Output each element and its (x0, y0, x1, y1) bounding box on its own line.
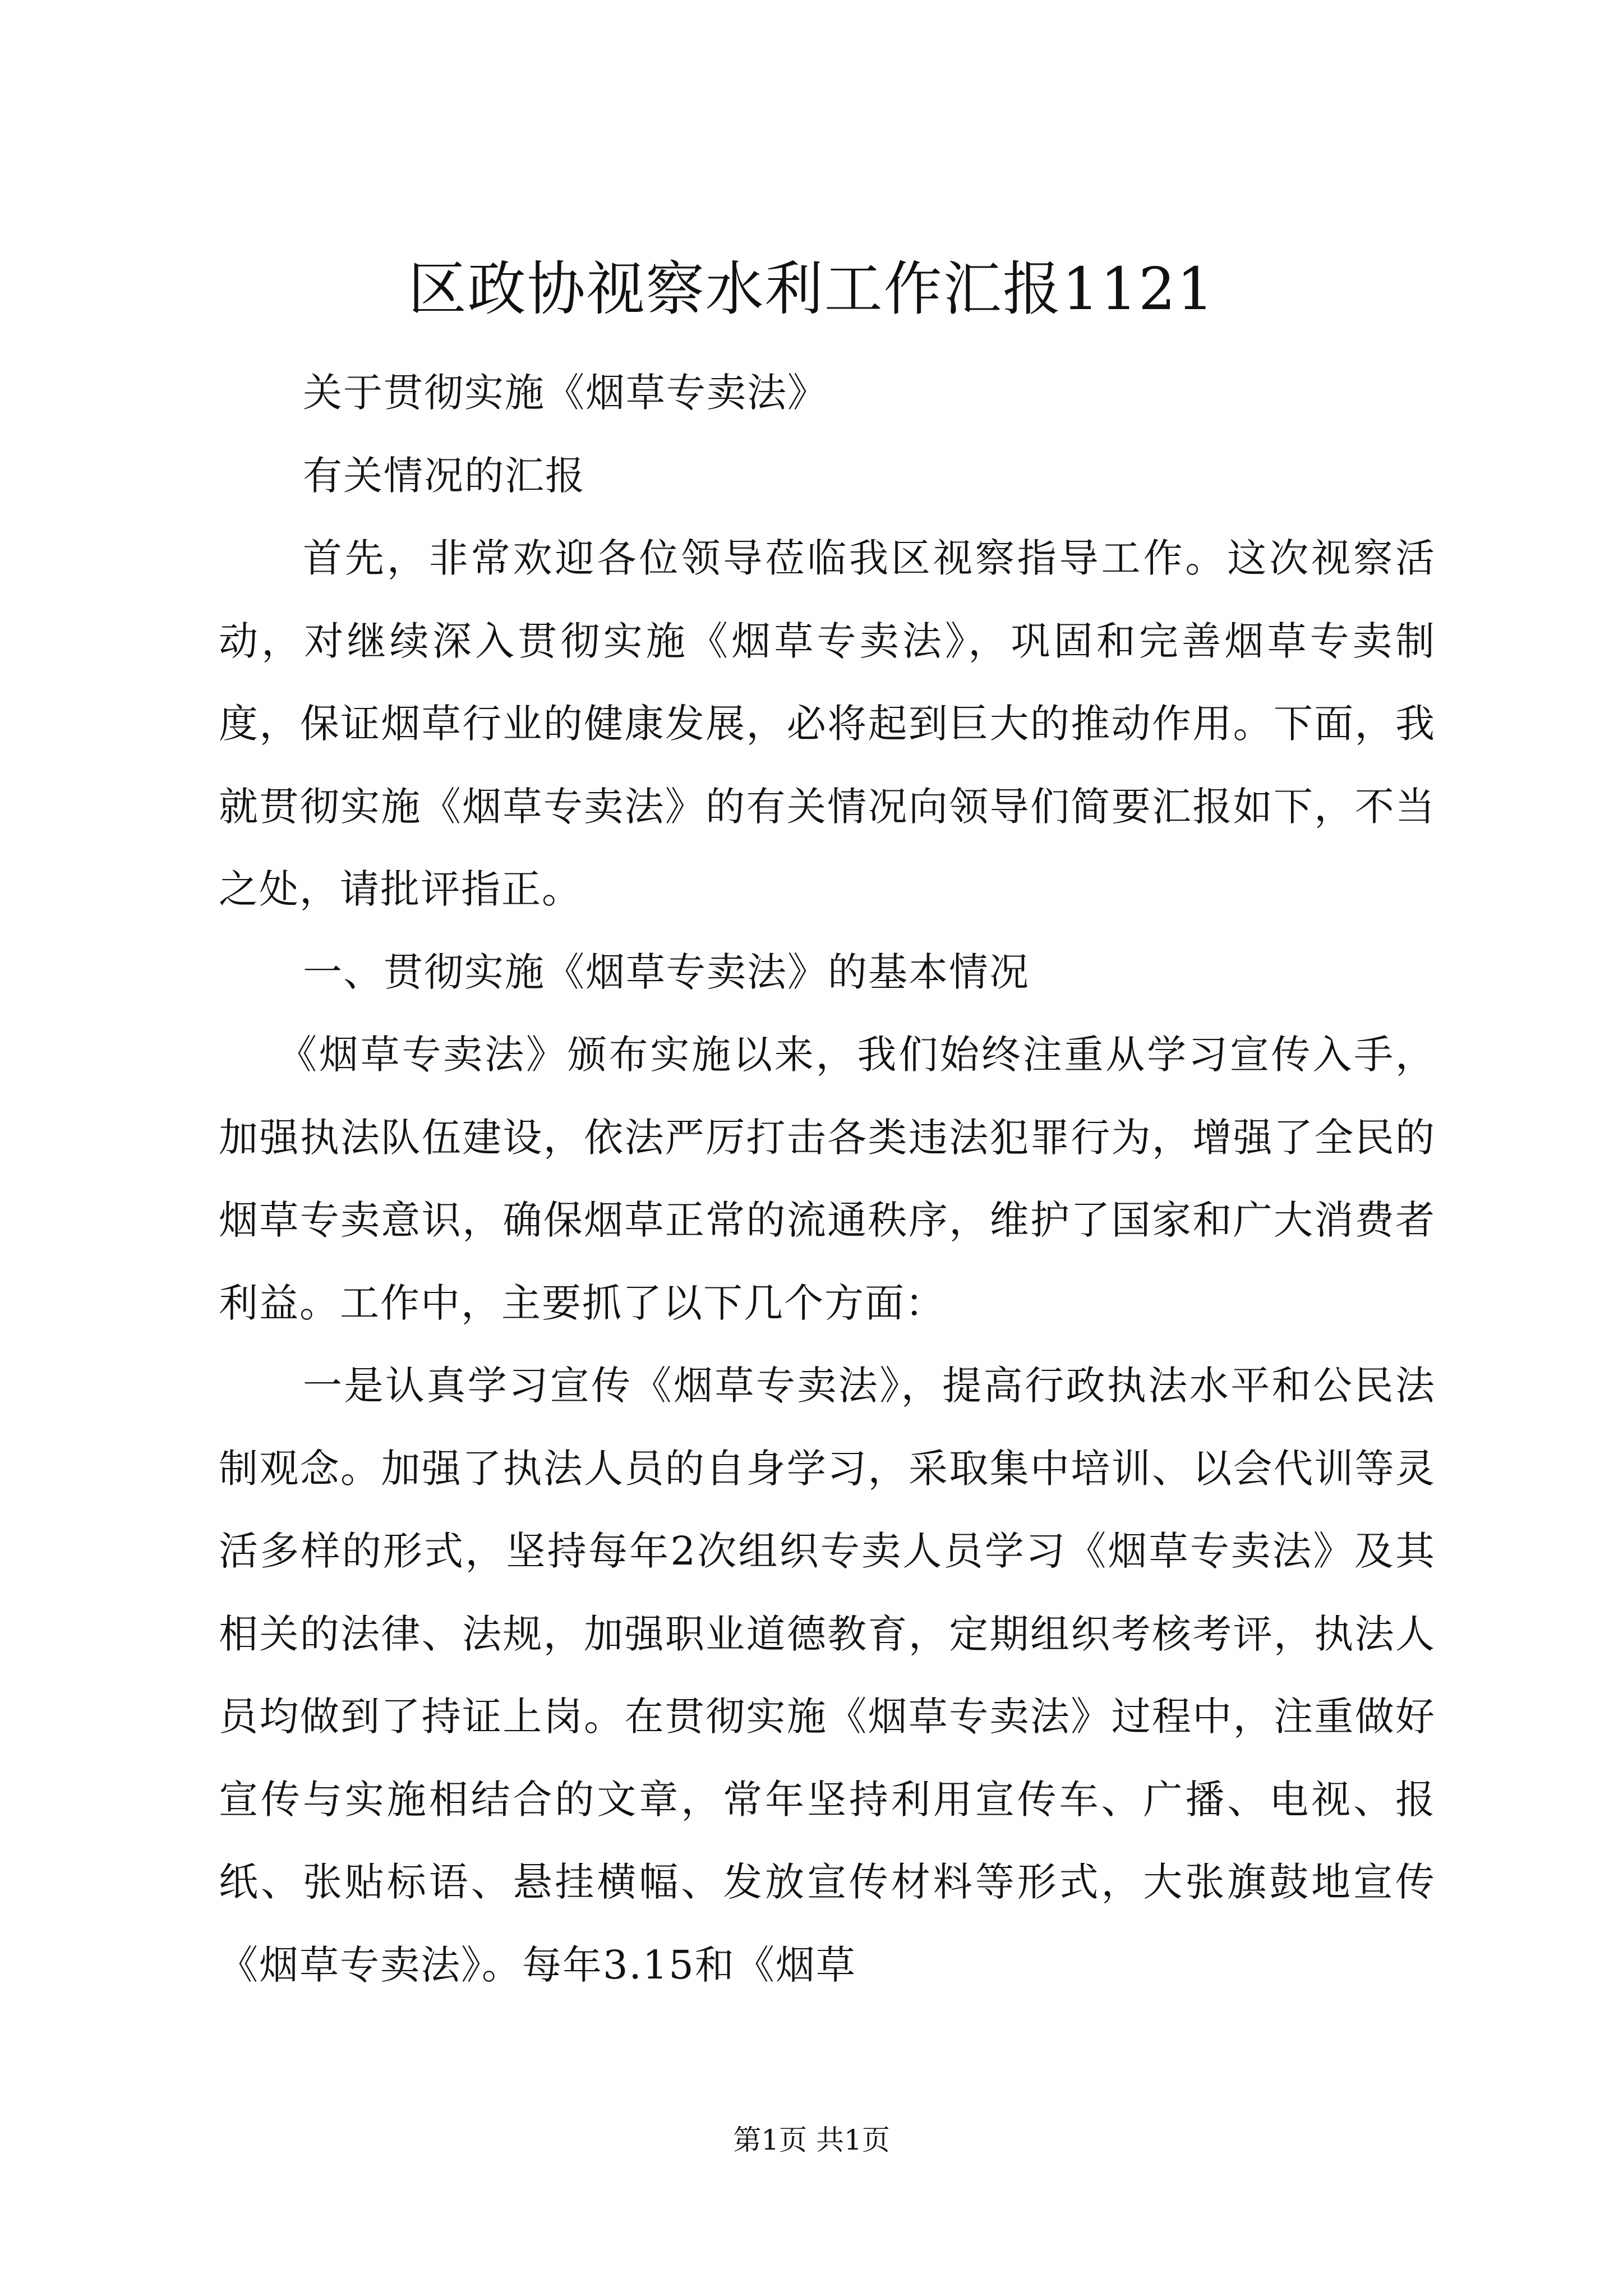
paragraph-point-one: 一是认真学习宣传《烟草专卖法》，提高行政执法水平和公民法制观念。加强了执法人员的自身学习，采取集中培训、以会代训等灵活多样的形式，坚持每年2次组织专卖人员学习《烟草专卖法》及其相关的法律、法规，加强职业道德教育，定期组织考核考评，执法人员均做到了持证上岗。在贯彻实施《烟草专卖法》过程中，注重做好宣传与实施相结合的文章，常年坚持利用宣传车、广播、电视、报纸、张贴标语、悬挂横幅、发放宣传材料等形式，大张旗鼓地宣传《烟草专卖法》。每年3.15和《烟草 (219, 1363, 1436, 1988)
page-footer: 第1页 共1页 (733, 2124, 890, 2156)
paragraph-section-heading: 一、贯彻实施《烟草专卖法》的基本情况 (303, 949, 1030, 995)
paragraph-subtitle-2: 有关情况的汇报 (303, 452, 585, 499)
document-body (219, 352, 1436, 2007)
paragraph-overview: 《烟草专卖法》颁布实施以来，我们始终注重从学习宣传入手，加强执法队伍建设，依法严厉打击各类违法犯罪行为，增强了全民的烟草专卖意识，确保烟草正常的流通秩序，维护了国家和广大消费者利益。工作中，主要抓了以下几个方面： (219, 1032, 1436, 1326)
paragraph-subtitle-1: 关于贯彻实施《烟草专卖法》 (303, 370, 828, 416)
document-title: 区政协视察水利工作汇报1121 (408, 255, 1215, 323)
paragraph-intro: 首先，非常欢迎各位领导莅临我区视察指导工作。这次视察活动，对继续深入贯彻实施《烟草专卖法》，巩固和完善烟草专卖制度，保证烟草行业的健康发展，必将起到巨大的推动作用。下面，我就贯彻实施《烟草专卖法》的有关情况向领导们简要汇报如下，不当之处，请批评指正。 (219, 535, 1436, 912)
